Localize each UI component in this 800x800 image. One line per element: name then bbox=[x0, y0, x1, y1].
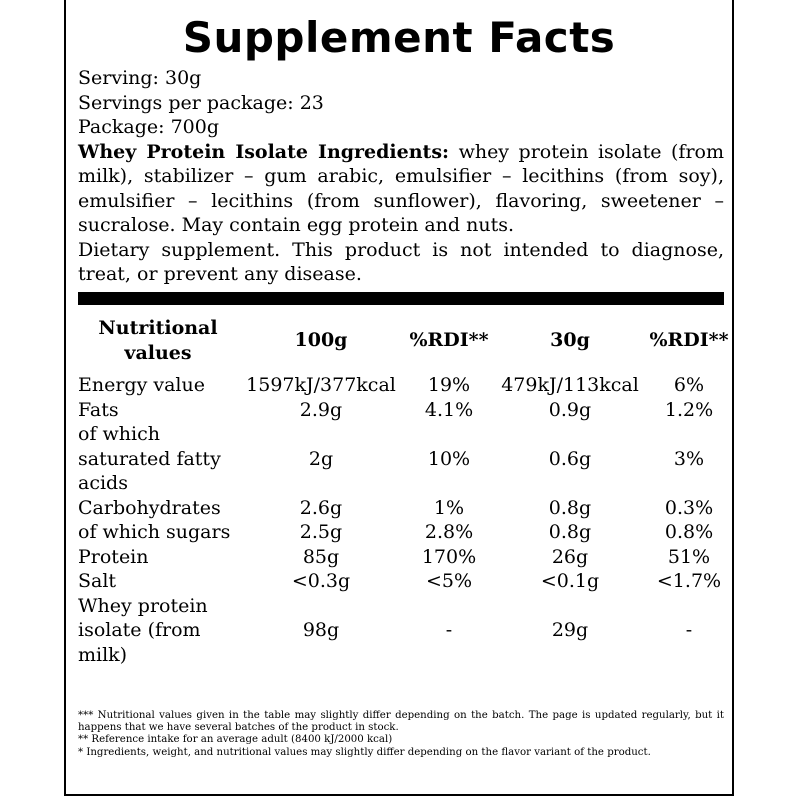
nutrition-table bbox=[78, 316, 732, 667]
supplement-facts-panel bbox=[64, 0, 734, 796]
table-row bbox=[78, 496, 732, 521]
footnote: *** Nutritional values given in the table may slightly differ depending on the batch. The page is updated regularly, but it happens that we have several batches of the product in stock. bbox=[78, 710, 724, 734]
table-header-row bbox=[78, 316, 732, 373]
nutrient-value: <0.3g bbox=[291, 570, 351, 592]
nutrient-value: 0.8g bbox=[548, 521, 592, 543]
nutrient-value: 29g bbox=[551, 619, 589, 641]
nutrient-name: Energy value bbox=[78, 374, 205, 396]
nutrient-value: 1.2% bbox=[664, 398, 714, 421]
nutrient-value: 51% bbox=[667, 545, 711, 568]
table-row bbox=[78, 373, 732, 398]
nutrient-value: 10% bbox=[427, 447, 471, 470]
table-row bbox=[78, 422, 732, 496]
table-row bbox=[78, 398, 732, 423]
nutrient-value: 0.8% bbox=[664, 521, 714, 543]
nutrient-name: of which sugars bbox=[78, 521, 231, 543]
package-weight: Package: 700g bbox=[78, 116, 220, 138]
nutrient-value: 6% bbox=[673, 374, 705, 396]
table-row bbox=[78, 594, 732, 668]
nutrient-value: 4.1% bbox=[424, 398, 474, 421]
nutrient-value: 0.3% bbox=[664, 496, 714, 519]
page-title: Supplement Facts bbox=[182, 13, 616, 62]
nutrient-value: 1% bbox=[433, 496, 465, 519]
ingredients-label: Whey Protein Isolate Ingredients: bbox=[78, 140, 450, 163]
column-header-30g: 30g bbox=[550, 329, 590, 352]
nutrient-value: 19% bbox=[427, 374, 471, 396]
nutrition-table-body bbox=[78, 373, 732, 667]
column-header-rdi-100g: %RDI** bbox=[409, 329, 489, 352]
table-row bbox=[78, 569, 732, 594]
nutrient-value: <1.7% bbox=[656, 570, 722, 592]
nutrient-value: 2g bbox=[308, 447, 334, 470]
nutrient-value: 0.8g bbox=[548, 496, 592, 519]
column-header-100g: 100g bbox=[294, 329, 348, 352]
nutrient-value: 3% bbox=[673, 447, 705, 470]
nutrient-value: <0.1g bbox=[540, 570, 600, 592]
nutrient-value: 85g bbox=[302, 545, 340, 568]
nutrient-value: 2.9g bbox=[299, 398, 343, 421]
footnotes bbox=[78, 710, 724, 759]
nutrient-name: Whey protein isolate (from milk) bbox=[78, 594, 208, 666]
nutrient-name: Salt bbox=[78, 570, 117, 592]
column-header-rdi-30g: %RDI** bbox=[649, 329, 729, 352]
ingredients bbox=[78, 140, 724, 238]
nutrient-value: 2.8% bbox=[424, 521, 474, 543]
disclaimer: Dietary supplement. This product is not intended to diagnose, treat, or prevent any disease. bbox=[78, 238, 724, 285]
nutrient-value: 0.9g bbox=[548, 398, 592, 421]
ingredients-text: whey protein isolate (from milk), stabilizer – gum arabic, emulsifier – lecithins (from soy), emulsifier – lecithins (from sunflower), flavoring, sweetener – sucralose. May contain egg protein and nuts. bbox=[78, 140, 724, 236]
divider-bar bbox=[78, 292, 724, 305]
footnote: * Ingredients, weight, and nutritional values may slightly differ depending on the flavor variant of the product. bbox=[78, 746, 651, 758]
nutrient-value: 1597kJ/377kcal bbox=[246, 374, 396, 396]
table-row bbox=[78, 520, 732, 545]
servings-per-package: Servings per package: 23 bbox=[78, 91, 324, 114]
nutrient-value: 2.5g bbox=[299, 521, 343, 543]
nutrient-value: 479kJ/113kcal bbox=[501, 374, 639, 396]
column-header-nutritional-values: Nutritional values bbox=[98, 317, 218, 364]
nutrient-name: Fats bbox=[78, 398, 119, 421]
nutrient-value: 2.6g bbox=[299, 496, 343, 519]
nutrient-value: <5% bbox=[425, 570, 473, 592]
product-info bbox=[78, 66, 724, 287]
nutrient-name: of which saturated fatty acids bbox=[78, 423, 221, 494]
nutrient-value: 26g bbox=[551, 545, 589, 568]
nutrient-value: - bbox=[445, 619, 453, 641]
serving-size: Serving: 30g bbox=[78, 67, 202, 89]
nutrient-name: Carbohydrates bbox=[78, 496, 221, 519]
footnote: ** Reference intake for an average adult (8400 kJ/2000 kcal) bbox=[78, 734, 393, 746]
nutrient-value: 98g bbox=[302, 619, 340, 641]
nutrient-value: 0.6g bbox=[548, 447, 592, 470]
nutrient-value: - bbox=[685, 619, 693, 641]
nutrient-value: 170% bbox=[421, 545, 477, 568]
nutrient-name: Protein bbox=[78, 545, 149, 568]
table-row bbox=[78, 545, 732, 570]
